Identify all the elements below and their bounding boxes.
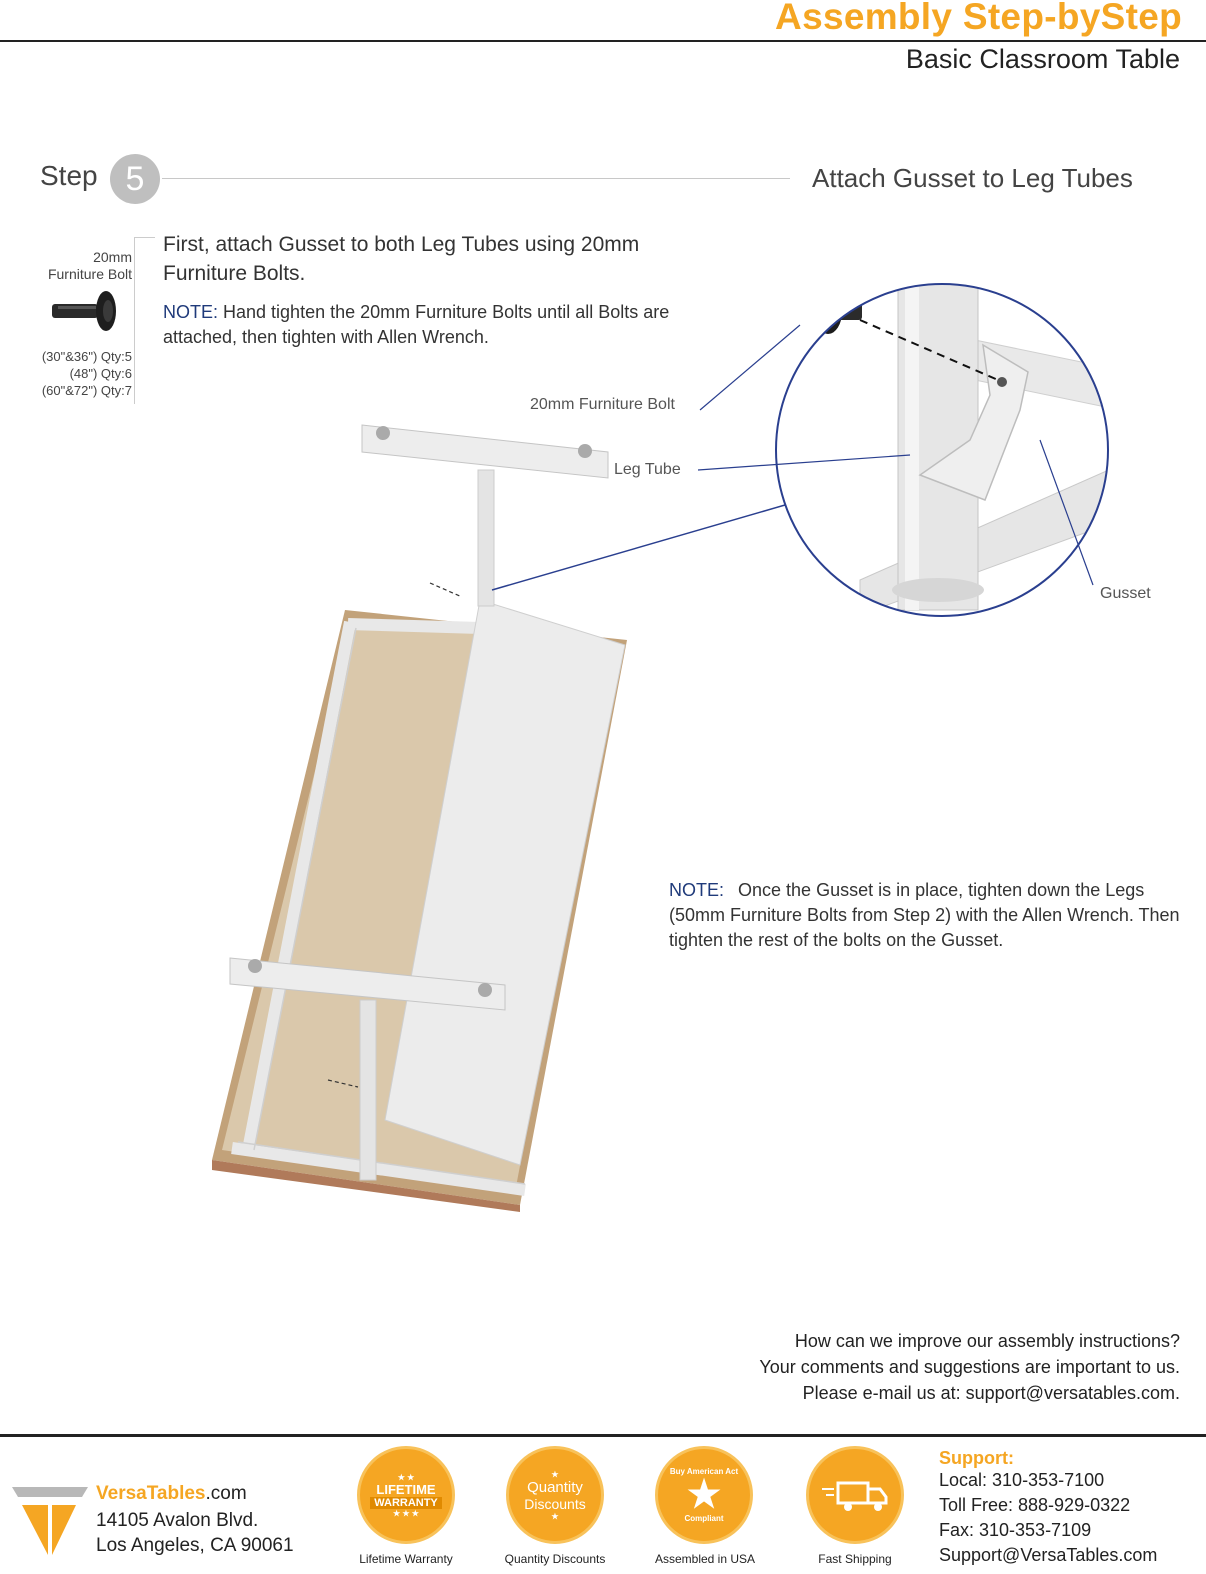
badge-text-bottom: Compliant [684,1514,724,1523]
foot-glide-icon [248,959,262,973]
company-name[interactable] [96,1483,247,1505]
address-line1: 14105 Avalon Blvd. [96,1510,259,1531]
badge-text-top: LIFETIME [376,1481,436,1497]
buy-american-badge-icon: Buy American Act ★ Compliant [655,1446,753,1544]
company-suffix: .com [205,1483,247,1504]
address-line2: Los Angeles, CA 90061 [96,1535,294,1556]
callout-gusset-label: Gusset [1100,585,1151,602]
company-brand: VersaTables [96,1483,206,1504]
qty-48: (48") Qty:6 [69,366,132,381]
note-text: Hand tighten the 20mm Furniture Bolts until all Bolts are attached, then tighten with Allen Wrench. [163,302,670,347]
truck-icon [820,1475,890,1515]
note-label: NOTE: [163,302,219,322]
tighten-note [669,878,1204,953]
foot-glide-icon [376,426,390,440]
page-title: Assembly Step-byStep [775,0,1182,37]
support-email[interactable]: Support@VersaTables.com [939,1545,1158,1565]
qty-30-36: (30"&36") Qty:5 [41,349,132,364]
badge-text-bottom: WARRANTY [370,1497,442,1509]
step-number-badge: 5 [110,154,160,204]
step-label: Step [40,160,98,191]
note2-label: NOTE: [669,880,725,900]
footer-divider [0,1434,1206,1437]
feedback-line3[interactable]: Please e-mail us at: support@versatables.com. [802,1383,1180,1403]
note2-text: Once the Gusset is in place, tighten down the Legs (50mm Furniture Bolts from Step 2) with the Allen Wrench. Then tighten the rest of the bolts on the Gusset. [669,880,1180,950]
fast-shipping-badge-icon [806,1446,904,1544]
feedback-block [759,1328,1180,1406]
support-fax: Fax: 310-353-7109 [939,1520,1092,1540]
zoom-connector-line [492,505,785,590]
quantity-discounts-badge-icon: ★ Quantity Discounts ★ [506,1446,604,1544]
step-title: Attach Gusset to Leg Tubes [812,163,1133,193]
badge-caption: Fast Shipping [818,1552,892,1566]
zoom-detail [770,280,1120,620]
badge-text-top: Quantity [527,1478,583,1496]
badge-caption: Quantity Discounts [504,1552,606,1566]
part-name-line2: Furniture Bolt [47,266,132,282]
top-leg-tube [478,470,494,606]
callout-leg-tube-label: Leg Tube [614,461,681,478]
badge-text-top: Buy American Act [669,1467,739,1476]
callout-bolt-label: 20mm Furniture Bolt [530,396,675,413]
badge-caption: Lifetime Warranty [359,1552,453,1566]
foot-glide-icon [578,444,592,458]
support-heading: Support: [939,1448,1014,1468]
lifetime-warranty-badge-icon: ★ ★ LIFETIME WARRANTY ★ ★ ★ [357,1446,455,1544]
versatables-logo-icon [12,1485,90,1557]
bottom-leg-tube [360,1000,376,1180]
badge-caption: Assembled in USA [654,1552,756,1566]
part-name-line1: 20mm [93,249,132,265]
foot-glide-icon [478,983,492,997]
feedback-line1: How can we improve our assembly instructions? [794,1331,1180,1351]
support-contacts [939,1468,1157,1568]
dash-hint [430,583,462,597]
instruction-main: First, attach Gusset to both Leg Tubes using 20mm Furniture Bolts. [163,233,640,285]
badge-text-bottom: Discounts [524,1495,586,1512]
page-subtitle: Basic Classroom Table [905,44,1180,74]
company-address [96,1508,294,1558]
feedback-line2: Your comments and suggestions are important to us. [759,1357,1180,1377]
support-tollfree[interactable]: Toll Free: 888-929-0322 [939,1495,1131,1515]
qty-60-72: (60"&72") Qty:7 [41,383,132,398]
support-local[interactable]: Local: 310-353-7100 [939,1470,1105,1490]
